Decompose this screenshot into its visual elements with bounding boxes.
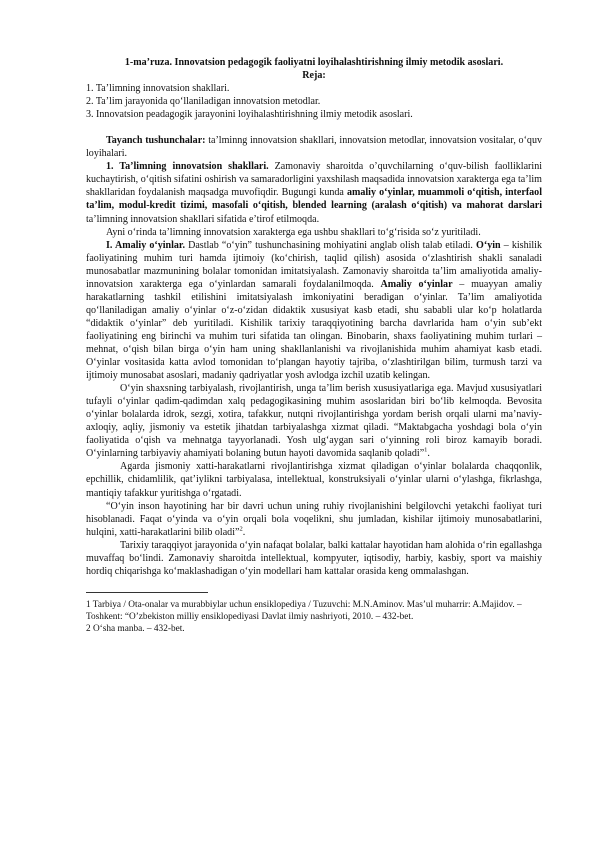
footnote-divider	[86, 592, 208, 593]
games-text-3: – muayyan amaliy harakatlarning tashkil etilishini imitatsiyalash imkoniyatini beradigan o‘yinlar. Ta’lim amaliyotida qo‘llaniladigan amaliy o‘yinlar o‘z-o‘zidan didaktik xususiyat kasb etadi, shu sababli ular ko‘p holatlarda “didaktik o‘yinlar” deb yuritiladi. Kishilik tarixiy taraqqiyotining barcha davrlarida ham o‘yin sub’ekt faoliyatining eng birinchi va muhim turi sifatida tan olingan. Binobarin, shaxs faoliyatining muhim turlari – mehnat, o‘qish bilan birga o‘yin ham uning shakllanlanishi va rivojlanishida muhim ahamiyat kasb etadi. O‘yinlar vositasida katta avlod tomonidan to‘plangan hayotiy tajriba, o‘zlashtirilgan bilim, turmush tarzi va ijtimoiy munosabat asoslari, madaniy qadriyatlar yosh avlodga izchil uzatib kelingan.	[86, 278, 542, 382]
document-page	[86, 56, 542, 635]
game-term: O‘yin	[476, 239, 501, 251]
plan-item-2: 2. Ta’lim jarayonida qo‘llaniladigan innovatsion metodlar.	[86, 96, 321, 108]
intro-paragraph: Ayni o‘rinda ta’limning innovatsion xarakterga ega ushbu shakllari to‘g‘risida so‘z yuritiladi.	[106, 226, 481, 238]
essence-text: O‘yin shaxsning tarbiyalash, rivojlantirish, unga ta’lim berish xususiyatlariga ega. Mavjud xususiyatlari tufayli o‘yinlar qadim-qadimdan xalq pedagogikasining muhim asoslaridan biri bo‘lib kelmoqda. Bevosita o‘yinlar bolalarda idrok, sezgi, xotira, tafakkur, nutqni rivojlantirishga yordam berish orqali ularni ma’naviy-axloqiy, aqliy, jismoniy va estetik jihatdan tarbiyalashga xizmat qiladi. “Maktabgacha yoshdagi bola o‘yin faoliyatida o‘qish va mehnatga tayyorlanadi. Yosh ulg‘aygan sari o‘yinning roli biroz kamayib boradi. O‘yinlarning tarbiyaviy ahamiyati bolaning butun hayoti davomida saqlanib qoladi”	[86, 383, 542, 460]
physical-games-paragraph: Agarda jismoniy xatti-harakatlarni rivojlantirishga xizmat qiladigan o‘yinlar bolalarda chaqqonlik, epchillik, chidamlilik, qat’iylikni tarbiyalasa, intellektual, konstruksiyali o‘yinlar ularni o‘ylashga, fikrlashga, mantiqiy tafakkur yuritishga o‘rgatadi.	[86, 461, 542, 499]
history-paragraph: Tarixiy taraqqiyot jarayonida o‘yin nafaqat bolalar, balki kattalar hayotidan ham alohida o‘rin egallashga muvaffaq bo‘lindi. Zamonaviy sharoitda intellektual, kompyuter, iqtisodiy, harbiy, kasbiy, sport va maishiy hordiq chiqarishga ko‘maklashadigan o‘yin modellari ham kattalar orasida keng ommalashgan.	[86, 539, 542, 577]
games-heading: I. Amaliy o‘yinlar.	[106, 239, 185, 251]
games-text-1: Dastlab “o‘yin” tushunchasining mohiyatini anglab olish talab etiladi.	[184, 239, 477, 251]
plan-item-1: 1. Ta’limning innovatsion shakllari.	[86, 83, 230, 95]
key-concepts-label: Tayanch tushunchalar:	[106, 135, 206, 147]
section1-text-end: ta’limning innovatsion shakllari sifatida e’tirof etilmoqda.	[86, 213, 320, 225]
section1-paragraph	[86, 160, 542, 225]
quote-end: .	[242, 526, 246, 538]
essence-paragraph	[86, 382, 542, 460]
plan-heading: Reja:	[302, 70, 326, 82]
plan-item-3: 3. Innovatsion peadagogik jarayonini loyihalashtirishning ilmiy metodik asoslari.	[86, 109, 413, 121]
key-concepts-paragraph	[86, 134, 542, 160]
games-paragraph	[86, 239, 542, 383]
practical-games-term: Amaliy o‘yinlar	[380, 278, 453, 290]
footnote-1: 1 Tarbiya / Ota-onalar va murabbiylar uchun ensiklopediya / Tuzuvchi: M.N.Aminov. Mas’ul muharrir: A.Majidov. – Toshkent: “O’zbekiston milliy ensiklopediyasi Davlat ilmiy nashriyoti, 2010. – 432-bet.	[86, 599, 522, 622]
essence-end: .	[427, 448, 430, 460]
key-concepts-text: ta’lminng innovatsion shakllari, innovatsion metodlar, innovatsion vositalar, o‘quv loyihalari.	[86, 135, 542, 160]
section1-heading: 1. Ta’limning innovatsion shakllari.	[106, 161, 269, 173]
lecture-title: 1-ma’ruza. Innovatsion pedagogik faoliyatni loyihalashtirishning ilmiy metodik asoslari.	[124, 57, 504, 68]
quote-paragraph	[86, 500, 542, 539]
footnote-ref-2[interactable]: 2	[239, 525, 243, 533]
footnote-2: 2 O‘sha manba. – 432-bet.	[86, 623, 185, 634]
games-text-2: – kishilik faoliyatining muhim turi hamda ijtimoiy (ko‘chirish, taqlid qilish) asosida o‘zlashtirish shakli sanaladi munosabatlar mazmunining bolalar tomonidan imitatsiyalash. Zamonaviy sharoitda ta’lim amaliyotida amaliy-innovatsion xarakterga ega o‘yinlardan samarali foydalanilmoqda.	[86, 239, 542, 290]
section1-text: Zamonaviy sharoitda o’quvchilarning o‘quv-bilish faolliklarini kuchaytirish, o‘qitish sifatini oshirish va samaradorligini yaxshilash maqsadida innovatsion xarakterga ega ta’lim shakllaridan foydalanish maqsadga muvofiqdir. Bugungi kunda	[86, 161, 543, 199]
innovative-forms-list: amaliy o‘yinlar, muammoli o‘qitish, interfaol ta’lim, modul-kredit tizimi, masofali o‘qitish, blended learning (aralash o‘qitish) va mahorat darslari	[86, 187, 542, 212]
spacer	[86, 121, 542, 134]
quote-text: “O‘yin inson hayotining har bir davri uchun uning ruhiy rivojlanishini belgilovchi yetakchi faoliyat turi hisoblanadi. Faqat o‘yinda va o‘yin orqali bola voqelikni, shu jumladan, kishilar ijtimoiy munosabatlarini, hulqini, xatti-harakatlarini bilib oladi”	[86, 500, 542, 538]
footnote-ref-1[interactable]: 1	[424, 447, 428, 455]
